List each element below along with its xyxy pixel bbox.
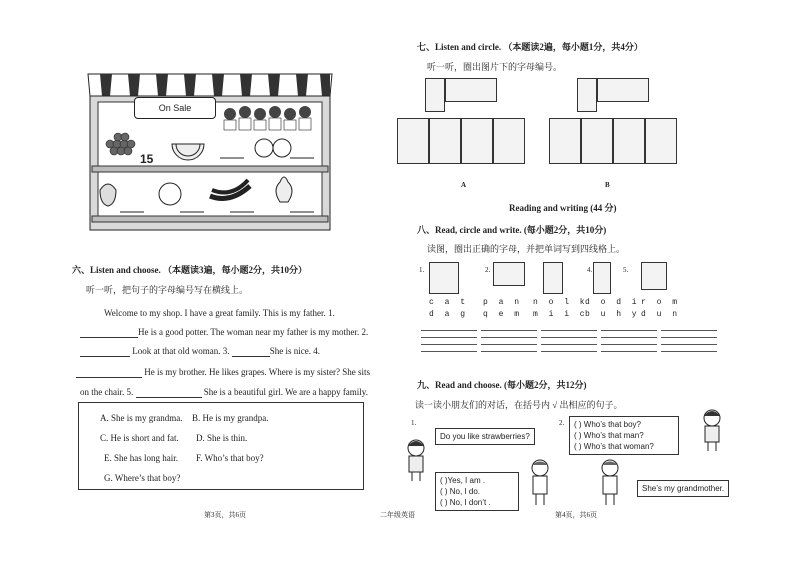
boy-figure-middle (527, 458, 553, 506)
label-a[interactable]: A (461, 181, 467, 189)
choice-bubble-1 (435, 472, 519, 511)
listen-b-option-2 (581, 118, 613, 164)
right-page-footer: 第4页，共6页 (555, 511, 597, 519)
letters-bot-2[interactable]: q e m (483, 310, 523, 319)
label-b[interactable]: B (605, 181, 610, 189)
letters-top-2[interactable]: p a n (483, 298, 523, 307)
section-6-instruction: 听一听，把句子的字母编号写在横线上。 (86, 285, 249, 295)
option-g: G. Where’s that boy? (104, 473, 181, 483)
listen-a-city-picture (445, 78, 497, 102)
answer-blank-3[interactable] (232, 346, 270, 357)
right-page (397, 0, 794, 561)
letters-top-1[interactable]: c a t (429, 298, 469, 307)
letters-bot-1[interactable]: d a g (429, 310, 469, 319)
section-9-instruction: 读一读小朋友们的对话，在括号内 √ 出相应的句子。 (415, 400, 623, 410)
letters-bot-5[interactable]: d u n (641, 310, 681, 319)
answer-blank-1[interactable] (80, 327, 138, 338)
section-8-title: 八、Read, circle and write. (每小题2分，共10分) (417, 225, 607, 235)
passage-line-1: Welcome to my shop. I have a great family. This is my father. 1. (104, 308, 335, 318)
cat-picture (429, 262, 459, 294)
choice-1a[interactable]: ( )Yes, I am . (440, 476, 486, 485)
option-a: A. She is my grandma. (100, 413, 183, 423)
passage-line-3: Look at that old woman. 3. She is nice. 4. (80, 346, 320, 357)
choice-2c[interactable]: ( ) Who’s that woman? (574, 442, 654, 451)
question-2-number: 2. (559, 419, 565, 427)
letters-bot-3[interactable]: m i i c (533, 310, 588, 319)
listen-b-option-3 (613, 118, 645, 164)
item-num-5: 5. (623, 266, 629, 274)
choice-2a[interactable]: ( ) Who’s that boy? (574, 420, 641, 429)
choice-bubble-2 (569, 416, 679, 455)
price-label: 15 (140, 152, 154, 166)
question-1-number: 1. (411, 419, 417, 427)
shop-illustration (80, 72, 340, 232)
listen-b-option-4 (645, 118, 677, 164)
run-picture (641, 262, 667, 290)
option-b: B. He is my grandpa. (192, 413, 269, 423)
answer-blank-5[interactable] (136, 387, 202, 398)
letters-top-3[interactable]: n o l k (533, 298, 588, 307)
answer-blank-4[interactable] (76, 367, 142, 378)
boy-figure-right (597, 458, 623, 506)
write-grid-1[interactable] (421, 330, 477, 356)
listen-a-option-2 (429, 118, 461, 164)
item-num-1: 1. (419, 266, 425, 274)
girl-figure-left (403, 438, 429, 482)
option-c: C. He is short and fat. (100, 433, 179, 443)
center-footer: 二年级英语 (380, 511, 415, 519)
answer-blank-2[interactable] (80, 346, 130, 357)
pen-picture (493, 262, 525, 286)
passage-line-2: He is a good potter. The woman near my father is my mother. 2. (80, 327, 368, 338)
option-d: D. She is thin. (196, 433, 248, 443)
letters-top-5[interactable]: r o m (641, 298, 681, 307)
shop-sign: On Sale (134, 97, 216, 119)
write-grid-2[interactable] (481, 330, 537, 356)
passage-line-5: on the chair. 5. She is a beautiful girl. We are a happy family. (80, 387, 368, 397)
milk-picture (543, 262, 563, 294)
section-7-instruction: 听一听，圈出图片下的字母编号。 (427, 62, 563, 72)
option-e: E. She has long hair. (104, 453, 178, 463)
item-num-2: 2. (485, 266, 491, 274)
listen-b-city-picture (597, 78, 649, 102)
choice-1c[interactable]: ( ) No, I don’t . (440, 498, 491, 507)
speech-bubble-grandmother: She’s my grandmother. (637, 480, 729, 497)
choice-2b[interactable]: ( ) Who’s that man? (574, 431, 644, 440)
letters-top-4[interactable]: d o d i (585, 298, 640, 307)
listen-a-option-1 (397, 118, 429, 164)
listen-a-panda-picture (425, 78, 445, 112)
section-9-title: 九、Read and choose. (每小题2分，共12分) (417, 380, 587, 390)
listen-a-option-3 (461, 118, 493, 164)
choice-1b[interactable]: ( ) No, I do. (440, 487, 481, 496)
listen-b-panda-picture (577, 78, 597, 112)
write-grid-4[interactable] (601, 330, 657, 356)
section-6-title: 六、Listen and choose. （本题读3遍，每小题2分，共10分） (72, 265, 308, 275)
section-7-title: 七、Listen and circle. （本题读2遍，每小题1分，共4分） (417, 42, 643, 52)
option-f: F. Who’s that boy? (196, 453, 264, 463)
listen-b-option-1 (549, 118, 581, 164)
passage-line-4: He is my brother. He likes grapes. Where is my sister? She sits (76, 367, 370, 378)
doll-picture (593, 262, 611, 294)
girl-figure-right (699, 408, 725, 452)
write-grid-3[interactable] (541, 330, 597, 356)
item-num-4: 4. (587, 266, 593, 274)
letters-bot-4[interactable]: b u h y (585, 310, 640, 319)
reading-writing-title: Reading and writing (44 分) (509, 203, 617, 213)
section-8-instruction: 读图，圈出正确的字母，并把单词写到四线格上。 (427, 244, 626, 254)
listen-a-option-4 (493, 118, 525, 164)
write-grid-5[interactable] (661, 330, 717, 356)
speech-bubble-strawberries: Do you like strawberries? (435, 428, 535, 445)
left-page-footer: 第3页，共6页 (204, 511, 246, 519)
